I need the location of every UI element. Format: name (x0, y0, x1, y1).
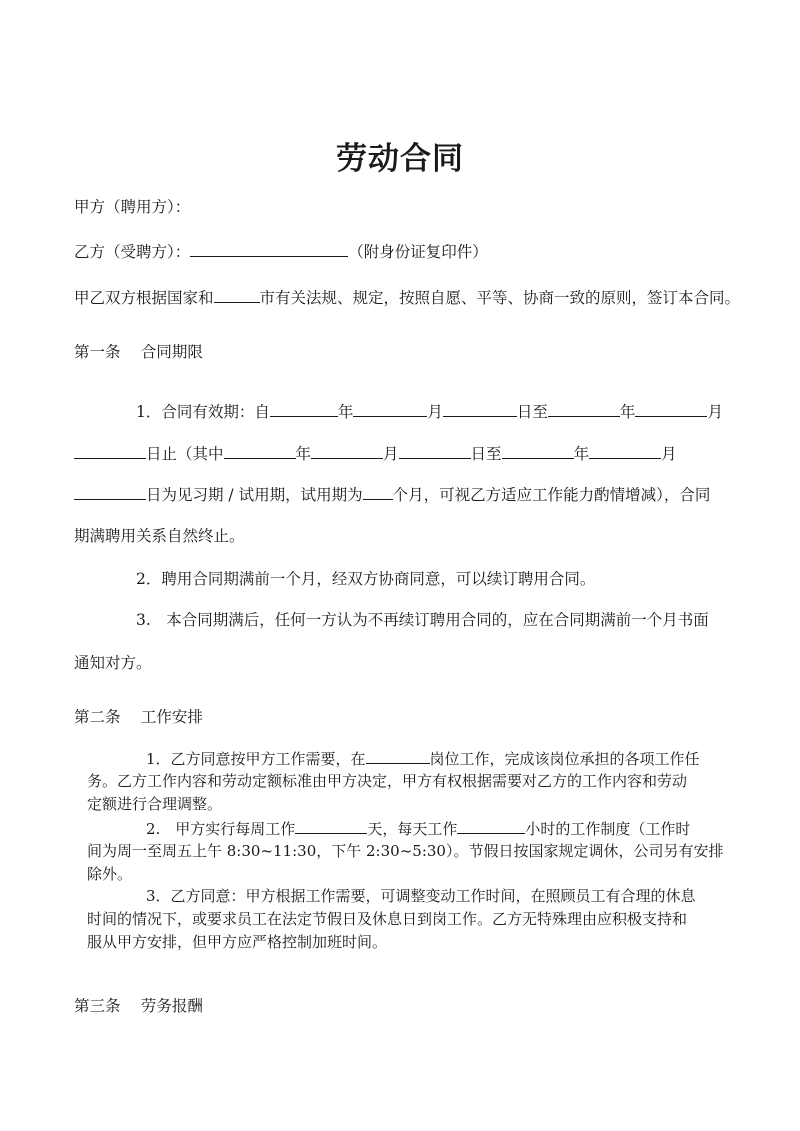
job-position-blank[interactable] (366, 748, 430, 764)
month-label: 月 (707, 403, 723, 421)
probation-end-month-blank[interactable] (589, 443, 661, 459)
article1-item1-line3 (74, 484, 710, 505)
article1-item2: 2．聘用合同期满前一个月，经双方协商同意，可以续订聘用合同。 (136, 570, 596, 588)
term-from-label: 1．合同有效期：自 (136, 403, 270, 421)
probation-start-year-blank[interactable] (224, 443, 296, 459)
work-system-text: 小时的工作制度（工作时 (525, 820, 691, 838)
start-day-blank[interactable] (443, 401, 517, 417)
party-b-blank[interactable] (190, 241, 348, 257)
party-a-line (74, 197, 190, 217)
month-label: 月 (661, 445, 677, 463)
probation-start-month-blank[interactable] (311, 443, 383, 459)
article1-item1-line4: 期满聘用关系自然终止。 (74, 527, 245, 545)
intro-text-after: 市有关法规、规定，按照自愿、平等、协商一致的原则，签订本合同。 (259, 289, 741, 307)
day-end-label: 日止（其中 (146, 445, 224, 463)
daily-hours-text: 天，每天工作 (367, 820, 458, 838)
job-position-text: 1．乙方同意按甲方工作需要，在 (146, 750, 366, 768)
end-month-blank[interactable] (635, 401, 707, 417)
day-to-label: 日至 (470, 445, 502, 463)
article2-item1-line2: 务。乙方工作内容和劳动定额标准由甲方决定，甲方有权根据需要对乙方的工作内容和劳动 (87, 772, 688, 790)
end-day-blank[interactable] (74, 443, 146, 459)
article1-item1-line1 (136, 401, 723, 422)
article2-item3-line1: 3．乙方同意：甲方根据工作需要，可调整变动工作时间，在照顾员工有合理的休息 (146, 887, 696, 905)
probation-end-year-blank[interactable] (502, 443, 574, 459)
probation-end-day-blank[interactable] (74, 484, 146, 500)
article2-item2-line1 (146, 818, 690, 839)
probation-months-blank[interactable] (363, 484, 393, 500)
article1-heading: 第一条 合同期限 (74, 343, 203, 361)
article2-item1-line1 (146, 748, 700, 769)
article1-item1-line2 (74, 443, 677, 464)
city-blank[interactable] (214, 287, 260, 303)
year-label: 年 (337, 403, 354, 421)
article2-heading: 第二条 工作安排 (74, 708, 203, 726)
party-a-label: 甲方（聘用方）： (74, 198, 191, 216)
article2-item3-line2: 时间的情况下，或要求员工在法定节假日及休息日到岗工作。乙方无特殊理由应积极支持和 (87, 910, 688, 928)
document-title: 劳动合同 (336, 141, 464, 177)
intro-text-before: 甲乙双方根据国家和 (74, 289, 214, 307)
party-b-label: 乙方（受聘方）： (74, 243, 191, 261)
article2-item3-line3: 服从甲方安排，但甲方应严格控制加班时间。 (87, 933, 388, 951)
start-year-blank[interactable] (270, 401, 338, 417)
month-label: 月 (383, 445, 399, 463)
probation-start-day-blank[interactable] (399, 443, 471, 459)
article3-heading: 第三条 劳务报酬 (74, 997, 203, 1015)
year-label: 年 (295, 445, 312, 463)
end-year-blank[interactable] (548, 401, 620, 417)
day-to-label: 日至 (516, 403, 548, 421)
party-b-line (74, 241, 488, 262)
probation-text: 日为见习期 / 试用期，试用期为 (146, 486, 363, 504)
article2-item2-line2: 间为周一至周五上午 8:30~11:30，下午 2:30~5:30）。节假日按国家规定调休，公司另有安排 (87, 842, 724, 860)
weekly-days-text: 2. 甲方实行每周工作 (146, 820, 296, 838)
weekly-days-blank[interactable] (295, 818, 367, 834)
article2-item1-line3: 定额进行合理调整。 (87, 795, 223, 813)
article1-item3-line2: 通知对方。 (74, 654, 152, 672)
daily-hours-blank[interactable] (457, 818, 525, 834)
month-label: 月 (427, 403, 443, 421)
article2-item2-line3: 除外。 (87, 865, 133, 883)
year-label: 年 (619, 403, 636, 421)
probation-text-after: 个月，可视乙方适应工作能力酌情增减），合同 (392, 486, 711, 504)
party-b-note: （附身份证复印件） (348, 243, 488, 261)
start-month-blank[interactable] (353, 401, 427, 417)
year-label: 年 (573, 445, 590, 463)
article1-item3-line1: 3. 本合同期满后，任何一方认为不再续订聘用合同的，应在合同期满前一个月书面 (136, 611, 709, 629)
job-position-text-after: 岗位工作，完成该岗位承担的各项工作任 (429, 750, 700, 768)
intro-line (74, 287, 740, 308)
